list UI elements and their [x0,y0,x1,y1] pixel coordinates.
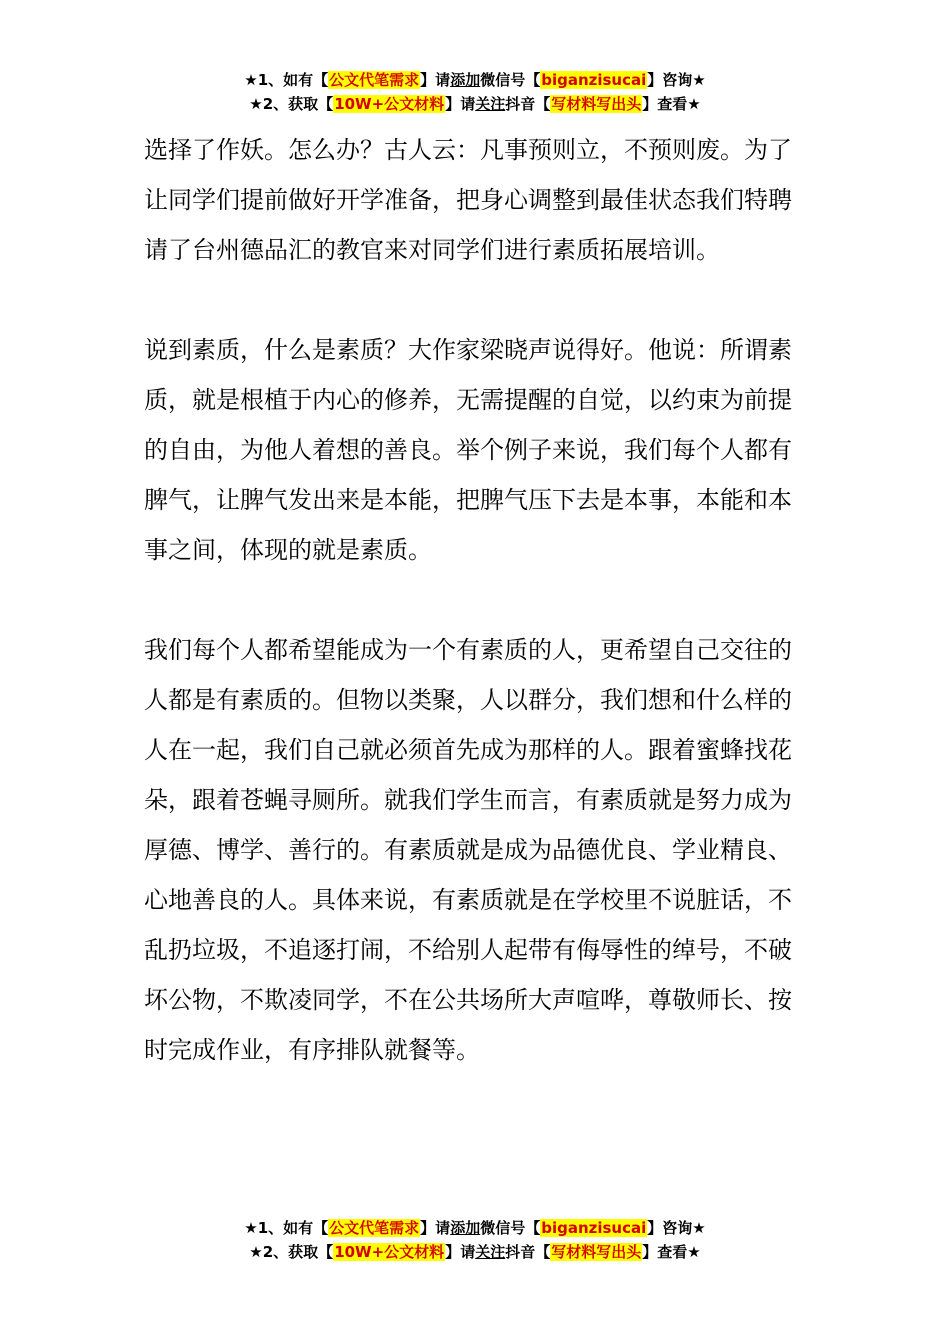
banner-text: ★2、获取【 [249,95,334,113]
banner-text: ★1、如有【 [244,1219,329,1237]
banner-text: 抖音【 [505,95,551,113]
banner-text: 】咨询★ [647,1219,706,1237]
document-body [144,125,810,1125]
banner-text: 】请 [445,1243,476,1261]
banner-highlight: biganzisucai [541,1219,647,1237]
footer-banner [0,1216,950,1264]
header-banner [0,68,950,116]
banner-text: 抖音【 [505,1243,551,1261]
banner-text: 】请 [445,95,476,113]
banner-text: 】查看★ [642,1243,701,1261]
banner-underline: 关注 [475,1243,506,1261]
paragraph: 我们每个人都希望能成为一个有素质的人，更希望自己交往的人都是有素质的。但物以类聚，人以群分，我们想和什么样的人在一起，我们自己就必须首先成为那样的人。跟着蜜蜂找花朵，跟着苍蝇寻厕所。就我们学生而言，有素质就是努力成为厚德、博学、善行的。有素质就是成为品德优良、学业精良、心地善良的人。具体来说，有素质就是在学校里不说脏话，不乱扔垃圾，不追逐打闹，不给别人起带有侮辱性的绰号，不破坏公物，不欺凌同学，不在公共场所大声喧哗，尊敬师长、按时完成作业，有序排队就餐等。 [144,636,792,1064]
banner-highlight: 写材料写出头 [551,95,642,113]
banner-underline: 添加 [450,1219,481,1237]
banner-text: 微信号【 [480,1219,541,1237]
banner-line-2 [0,92,950,116]
banner-line-1 [0,1216,950,1240]
banner-text: ★2、获取【 [249,1243,334,1261]
banner-underline: 添加 [450,71,481,89]
banner-underline: 关注 [475,95,506,113]
banner-text: 】咨询★ [647,71,706,89]
banner-line-1 [0,68,950,92]
banner-line-2 [0,1240,950,1264]
banner-highlight: biganzisucai [541,71,647,89]
banner-text: ★1、如有【 [244,71,329,89]
banner-highlight: 10W+公文材料 [334,95,445,113]
banner-highlight: 公文代笔需求 [329,71,420,89]
paragraph: 说到素质，什么是素质？大作家梁晓声说得好。他说：所谓素质，就是根植于内心的修养，无需提醒的自觉，以约束为前提的自由，为他人着想的善良。举个例子来说，我们每个人都有脾气，让脾气发出来是本能，把脾气压下去是本事，本能和本事之间，体现的就是素质。 [144,336,792,564]
banner-text: 】请 [420,1219,451,1237]
banner-highlight: 10W+公文材料 [334,1243,445,1261]
paragraph: 选择了作妖。怎么办？古人云：凡事预则立，不预则废。为了让同学们提前做好开学准备，把身心调整到最佳状态我们特聘请了台州德品汇的教官来对同学们进行素质拓展培训。 [144,136,792,264]
banner-text: 】请 [420,71,451,89]
banner-text: 微信号【 [480,71,541,89]
banner-highlight: 写材料写出头 [551,1243,642,1261]
banner-text: 】查看★ [642,95,701,113]
banner-highlight: 公文代笔需求 [329,1219,420,1237]
